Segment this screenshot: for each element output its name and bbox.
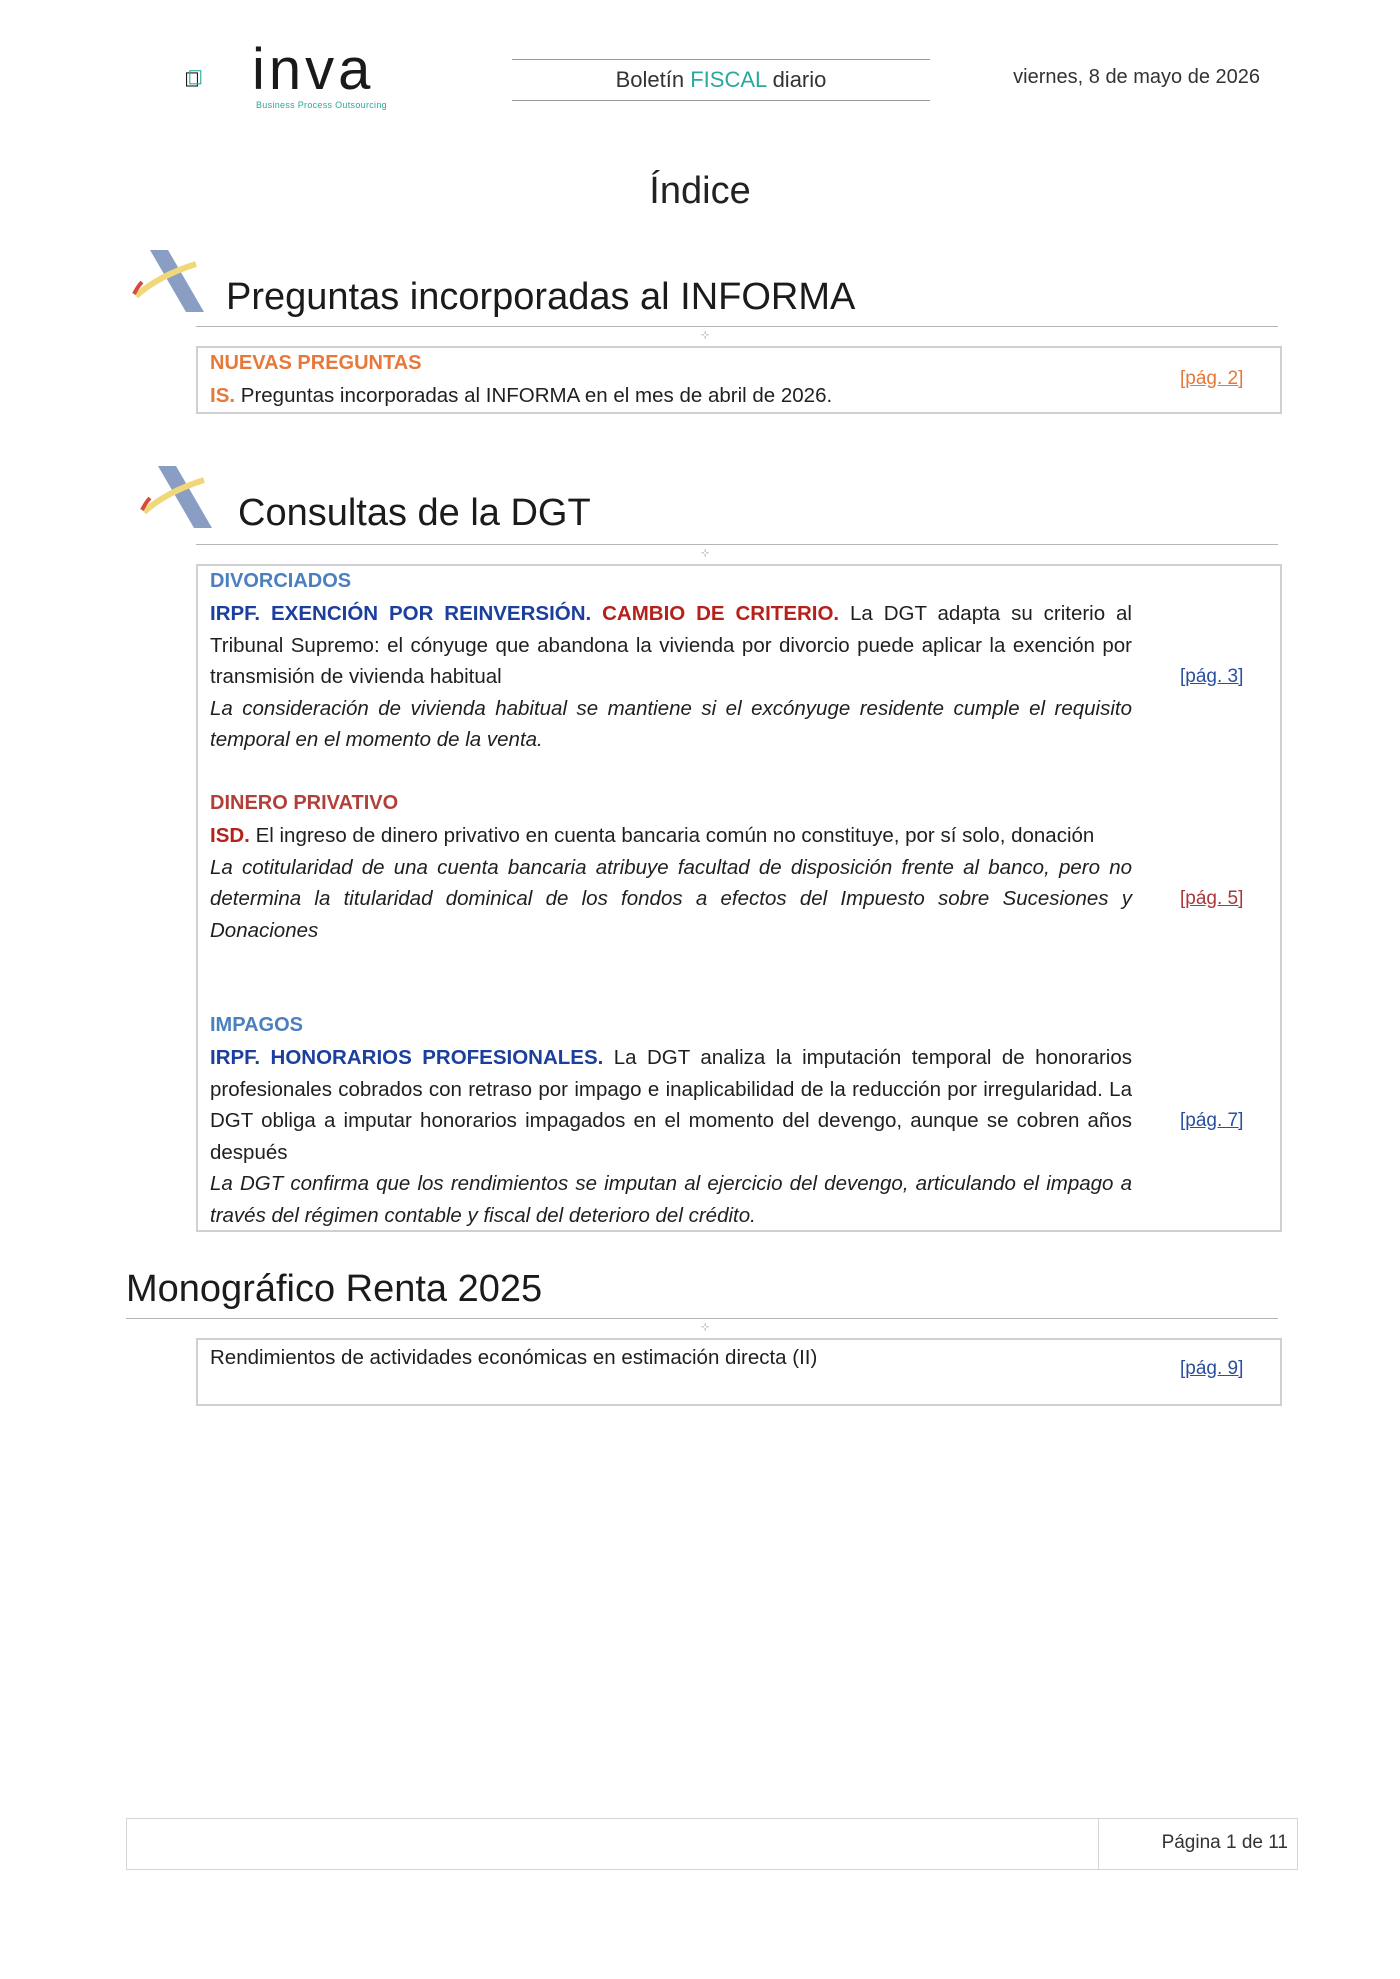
tax-prefix: IS.: [210, 384, 236, 407]
section-rule: [126, 1318, 1278, 1319]
section-heading-dgt: Consultas de la DGT: [238, 492, 591, 534]
dgt-item-description: La DGT analiza la imputación temporal de honorarios profesionales cobrados con retraso por impago e inaplicabilidad de la reducción por irregularidad. La DGT obliga a imputar honorarios impagados en el momento del devengo, aunque se cobren años después: [210, 1046, 1132, 1164]
anchor-icon: ⊹: [701, 330, 710, 341]
footer-divider: [1098, 1818, 1099, 1870]
aeat-logo-icon: [128, 246, 208, 316]
keyword-criterio: CAMBIO DE CRITERIO.: [602, 602, 840, 625]
dgt-item-text: [210, 1042, 1132, 1231]
anchor-icon: ⊹: [701, 1322, 710, 1333]
dgt-item-text: [210, 598, 1132, 756]
category-label: DINERO PRIVATIVO: [210, 792, 399, 814]
dgt-item-description: La DGT adapta su criterio al Tribunal Supremo: el cónyuge que abandona la vivienda por divorcio puede aplicar la exención por transmisión de vivienda habitual: [210, 602, 1132, 688]
page-link-3[interactable]: [pág. 3]: [1180, 666, 1244, 687]
bulletin-pre: Boletín: [615, 67, 691, 92]
bulletin-date: viernes, 8 de mayo de 2026: [1013, 66, 1260, 88]
category-label: DIVORCIADOS: [210, 570, 352, 592]
inva-logo: [186, 48, 246, 112]
keyword-tax: ISD.: [210, 824, 250, 847]
logo-tagline: Business Process Outsourcing: [256, 100, 387, 110]
keyword-tax: IRPF. EXENCIÓN POR REINVERSIÓN.: [210, 602, 592, 625]
category-label: IMPAGOS: [210, 1014, 303, 1036]
anchor-icon: ⊹: [701, 548, 710, 559]
page-link-2[interactable]: [pág. 2]: [1180, 368, 1244, 389]
bulletin-accent: FISCAL: [690, 67, 767, 92]
index-title: Índice: [649, 170, 751, 212]
dgt-item-summary: La cotitularidad de una cuenta bancaria atribuye facultad de disposición frente al banco, pero no determina la titularidad dominical de los fondos a efectos del Impuesto sobre Sucesiones y Donaciones: [210, 855, 1132, 942]
informa-box: [196, 346, 1282, 414]
page-link-7[interactable]: [pág. 7]: [1180, 1110, 1244, 1131]
monografico-box: [196, 1338, 1282, 1406]
informa-description: Preguntas incorporadas al INFORMA en el mes de abril de 2026.: [235, 384, 833, 407]
dgt-box: [196, 564, 1282, 1232]
dgt-item-summary: La consideración de vivienda habitual se mantiene si el excónyuge residente cumple el requisito temporal en el momento de la venta.: [210, 696, 1132, 751]
category-label: NUEVAS PREGUNTAS: [210, 352, 422, 374]
section-rule: [196, 544, 1278, 545]
informa-text: [210, 380, 1110, 412]
dgt-item-description: El ingreso de dinero privativo en cuenta bancaria común no constituye, por sí solo, donación: [249, 824, 1095, 847]
section-heading-monografico: Monográfico Renta 2025: [126, 1268, 543, 1310]
section-heading-informa: Preguntas incorporadas al INFORMA: [226, 276, 856, 318]
keyword-tax: IRPF. HONORARIOS PROFESIONALES.: [210, 1046, 604, 1069]
page-number: Página 1 de 11: [1161, 1832, 1288, 1853]
aeat-logo-icon: [136, 462, 216, 532]
dgt-item-text: [210, 820, 1132, 946]
page-link-9[interactable]: [pág. 9]: [1180, 1358, 1244, 1379]
bulletin-post: diario: [766, 67, 827, 92]
section-rule: [196, 326, 1278, 327]
logo-text: inva: [252, 37, 375, 102]
page-link-5[interactable]: [pág. 5]: [1180, 888, 1244, 909]
monografico-text: Rendimientos de actividades económicas en estimación directa (II): [210, 1346, 818, 1369]
bulletin-title: [512, 59, 930, 101]
dgt-item-summary: La DGT confirma que los rendimientos se imputan al ejercicio del devengo, articulando el impago a través del régimen contable y fiscal del deterioro del crédito.: [210, 1172, 1132, 1227]
